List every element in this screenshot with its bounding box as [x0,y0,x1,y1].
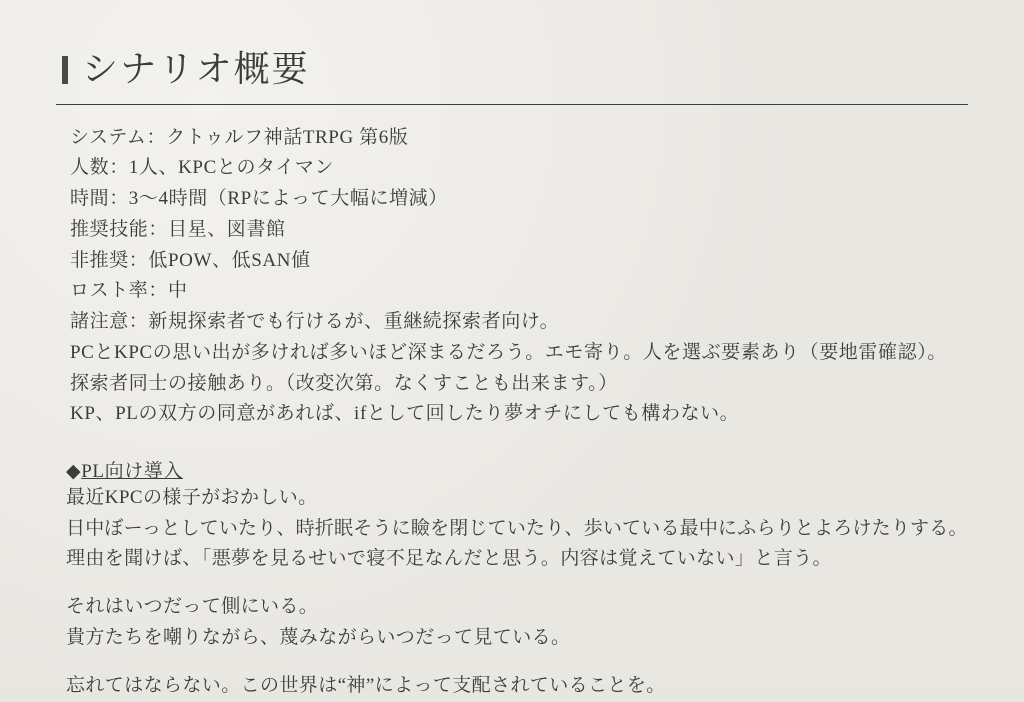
page-title: シナリオ概要 [82,49,310,89]
paragraph-line: 貴方たちを嘲りながら、蔑みながらいつだって見ている。 [66,626,571,648]
paragraph-line: 理由を聞けば、「悪夢を見るせいで寝不足なんだと思う。内容は覚えていない」と言う。 [66,548,832,570]
title-accent-bar [62,56,68,84]
diamond-icon: ◆ [66,461,82,483]
paragraph-line: それはいつだって側にいる。 [66,596,319,618]
page-title-row [62,50,968,90]
title-divider [56,104,968,105]
overview-line: ロスト率：中 [70,280,188,302]
overview-line: PCとKPCの思い出が多ければ多いほど深まるだろう。エモ寄り。人を選ぶ要素あり（要地雷確認）。 [70,341,947,363]
overview-line: システム：クトゥルフ神話TRPG 第6版 [70,126,409,148]
overview-line: KP、PLの双方の同意があれば、ifとして回したり夢オチにしても構わない。 [70,403,740,425]
overview-line: 人数：1人、KPCとのタイマン [70,157,335,179]
paragraph-line: 忘れてはならない。この世界は“神”によって支配されていることを。 [66,675,666,697]
intro-paragraph-1 [56,483,968,574]
intro-paragraph-2 [56,592,968,653]
paragraph-spacer [56,574,968,592]
overview-line: 非推奨：低POW、低SAN値 [70,249,311,271]
overview-line: 諸注意：新規探索者でも行けるが、重継続探索者向け。 [70,311,560,333]
paragraph-line: 最近KPCの様子がおかしい。 [66,487,318,509]
overview-line: 探索者同士の接触あり。（改変次第。なくすことも出来ます。） [70,372,618,394]
overview-line: 推奨技能：目星、図書館 [70,218,286,240]
section-heading-label: PL向け導入 [81,461,183,483]
overview-list [56,123,968,431]
intro-paragraph-3 [56,671,968,701]
section-heading [56,456,968,483]
paragraph-line: 日中ぼーっとしていたり、時折眠そうに瞼を閉じていたり、歩いている最中にふらりとよろけたりする。 [66,517,968,539]
paragraph-spacer [56,653,968,671]
overview-line: 時間：3〜4時間（RPによって大幅に増減） [70,188,448,210]
